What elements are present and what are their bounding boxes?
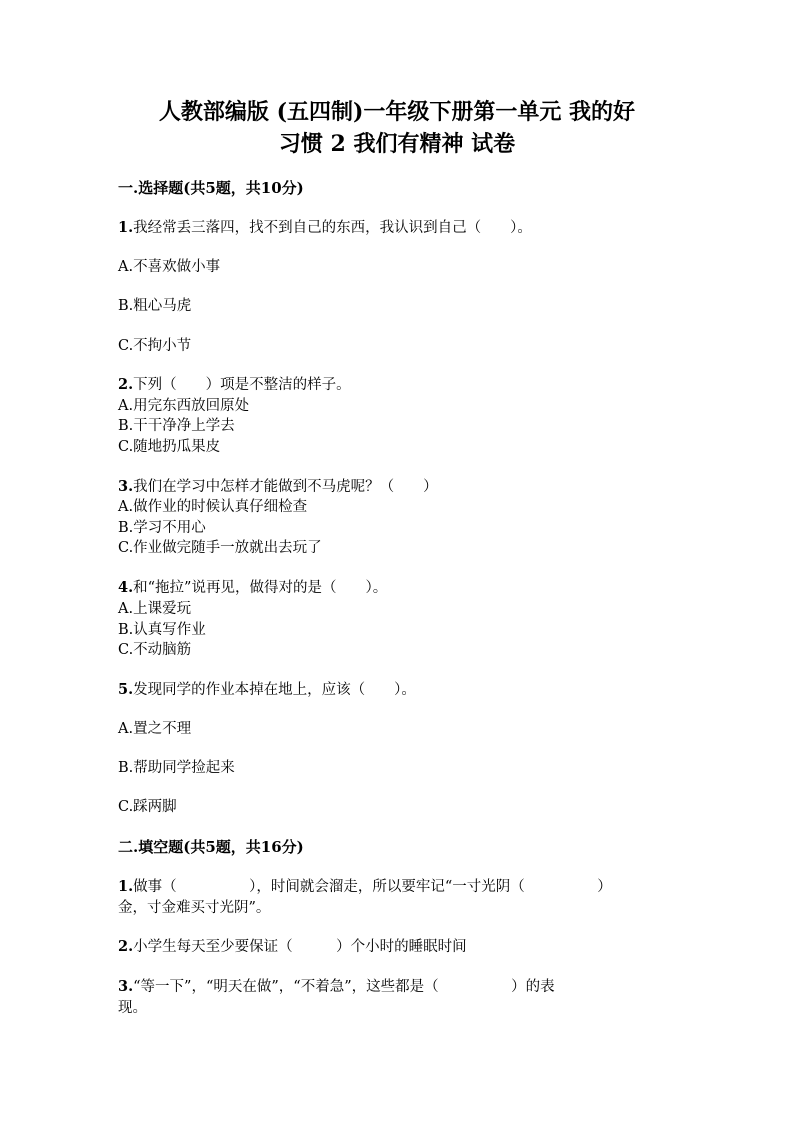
fill-in-1-line-2: 金，寸金难买寸光阴”。	[118, 900, 271, 916]
question-1-option-b: B.粗心马虎	[118, 298, 192, 314]
question-number: 2.	[118, 376, 134, 393]
question-2-option-a: A.用完东西放回原处	[118, 398, 250, 414]
fill-in-number: 1.	[118, 878, 134, 895]
question-number: 5.	[118, 681, 134, 698]
fill-in-3-line-1	[118, 977, 555, 997]
question-3-option-b: B.学习不用心	[118, 520, 206, 536]
question-text: 下列（ ）项是不整洁的样子。	[133, 377, 351, 393]
fill-in-text: 做事（ ），时间就会溜走，所以要牢记“一寸光阴（ ）	[133, 879, 612, 895]
fill-in-number: 3.	[118, 978, 134, 995]
question-2-option-b: B.干干净净上学去	[118, 418, 235, 434]
fill-in-3-line-2: 现。	[118, 1000, 147, 1016]
question-number: 4.	[118, 579, 134, 596]
question-number: 1.	[118, 219, 134, 236]
question-3-option-c: C.作业做完随手一放就出去玩了	[118, 540, 322, 556]
question-1-option-c: C.不拘小节	[118, 338, 192, 354]
question-2-option-c: C.随地扔瓜果皮	[118, 439, 221, 455]
question-5	[118, 680, 416, 700]
fill-in-number: 2.	[118, 938, 134, 955]
fill-in-text: 小学生每天至少要保证（ ）个小时的睡眠时间	[133, 939, 467, 955]
section-heading-fill-in: 二.填空题(共5题，共16分)	[118, 838, 304, 856]
question-number: 3.	[118, 478, 134, 495]
question-3-option-a: A.做作业的时候认真仔细检查	[118, 499, 308, 515]
question-1	[118, 218, 532, 238]
question-4	[118, 578, 387, 598]
question-4-option-c: C.不动脑筋	[118, 642, 192, 658]
question-4-option-b: B.认真写作业	[118, 622, 206, 638]
fill-in-text: “等一下”，“明天在做”，“不着急”，这些都是（ ）的表	[133, 979, 555, 995]
section-heading-choice: 一.选择题(共5题，共10分)	[118, 179, 304, 197]
question-text: 我们在学习中怎样才能做到不马虎呢？（ ）	[133, 479, 438, 495]
question-5-option-a: A.置之不理	[118, 721, 192, 737]
question-text: 和“拖拉”说再见，做得对的是（ ）。	[133, 580, 388, 596]
question-2	[118, 375, 351, 395]
page-title-line-2: 习惯 2 我们有精神 试卷	[278, 131, 516, 157]
question-text: 发现同学的作业本掉在地上，应该（ ）。	[133, 682, 416, 698]
fill-in-1-line-1	[118, 877, 612, 897]
fill-in-2	[118, 937, 467, 957]
question-5-option-c: C.踩两脚	[118, 799, 177, 815]
question-text: 我经常丢三落四，找不到自己的东西，我认识到自己（ ）。	[133, 220, 532, 236]
page-title-line-1: 人教部编版 (五四制)一年级下册第一单元 我的好	[158, 99, 636, 125]
question-3	[118, 477, 438, 497]
question-5-option-b: B.帮助同学捡起来	[118, 760, 235, 776]
question-1-option-a: A.不喜欢做小事	[118, 259, 221, 275]
question-4-option-a: A.上课爱玩	[118, 601, 192, 617]
